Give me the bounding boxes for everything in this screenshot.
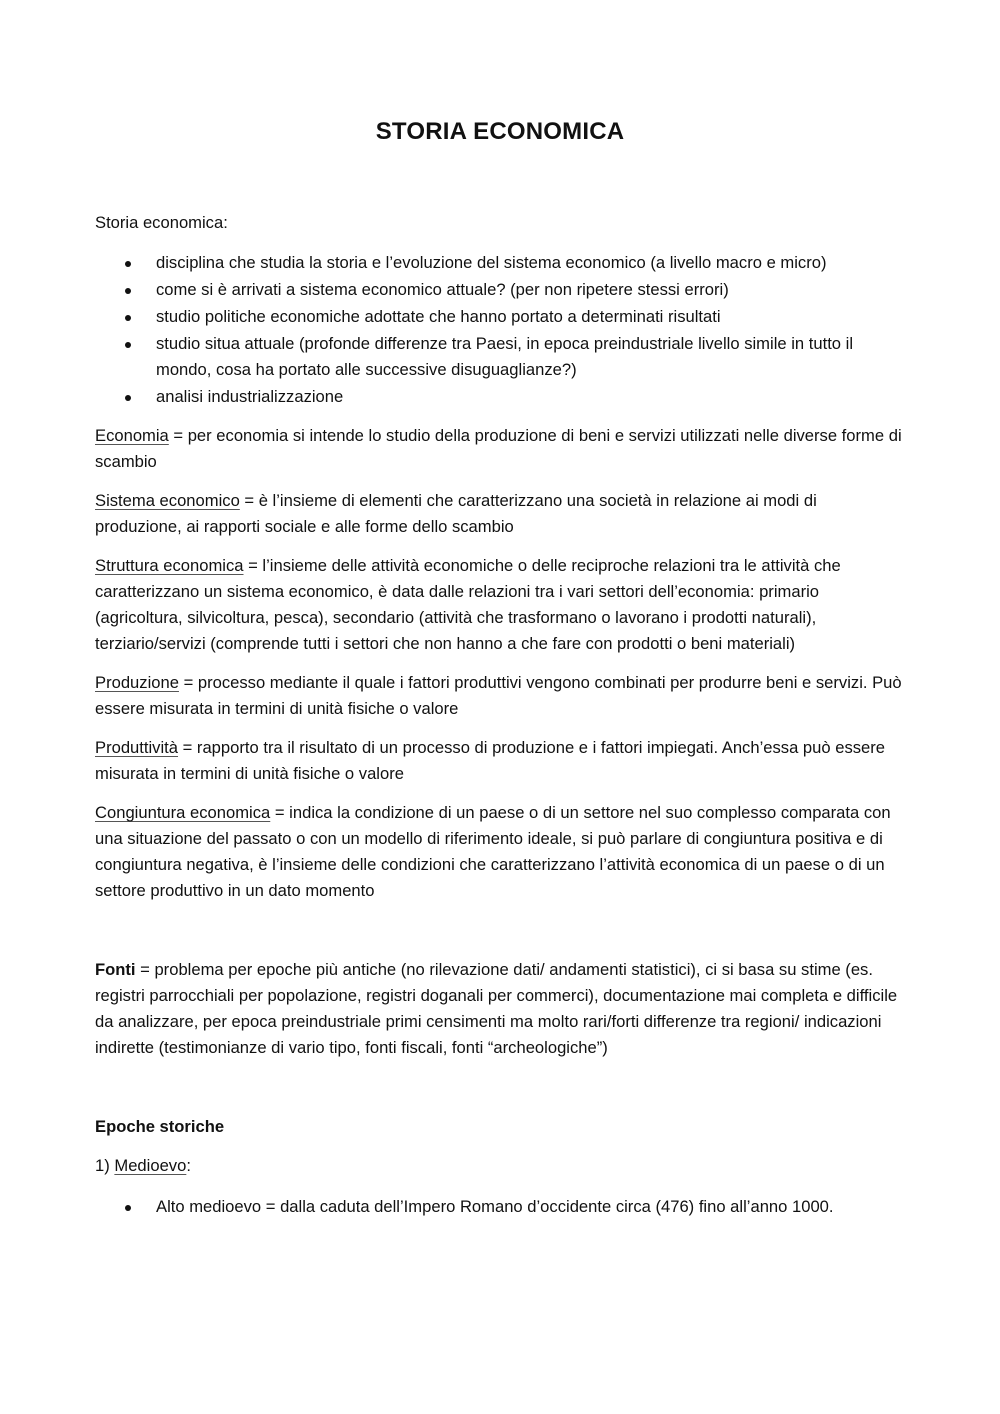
item-term: Medioevo xyxy=(114,1156,187,1175)
definition-text: = è l’insieme di elementi che caratterizzano una società in relazione ai modi di produzione, ai rapporti sociale e alle forme dello scambio xyxy=(95,491,817,536)
list-item xyxy=(95,250,907,276)
list-item-text: come si è arrivati a sistema economico attuale? (per non ripetere stessi errori) xyxy=(156,280,729,299)
definition-term: Struttura economica xyxy=(95,556,244,575)
list-item-text: Alto medioevo = dalla caduta dell’Impero Romano d’occidente circa (476) fino all’anno 1000. xyxy=(156,1197,834,1216)
definition-term: Economia xyxy=(95,426,169,445)
definition-text: = per economia si intende lo studio della produzione di beni e servizi utilizzati nelle diverse forme di scambio xyxy=(95,426,902,471)
definition-term: Congiuntura economica xyxy=(95,803,271,822)
definition-term: Produttività xyxy=(95,738,179,757)
list-item-text: studio politiche economiche adottate che hanno portato a determinati risultati xyxy=(156,307,721,326)
list-item xyxy=(95,1194,907,1220)
bullet-icon xyxy=(125,261,131,267)
definition-text: = rapporto tra il risultato di un processo di produzione e i fattori impiegati. Anch’essa può essere misurata in termini di unità fisiche o valore xyxy=(95,738,886,783)
blank-space xyxy=(95,917,907,957)
item-suffix: : xyxy=(186,1156,191,1175)
document-body xyxy=(95,210,907,1233)
definition-text: = processo mediante il quale i fattori produttivi vengono combinati per produrre beni e servizi. Può essere misurata in termini di unità fisiche o valore xyxy=(95,673,902,718)
list-item xyxy=(95,277,907,303)
list-item xyxy=(95,304,907,330)
blank-space xyxy=(95,1074,907,1114)
list-item-text: disciplina che studia la storia e l’evoluzione del sistema economico (a livello macro e micro) xyxy=(156,253,827,272)
definition-produttivita xyxy=(95,735,907,787)
definition-congiuntura-economica xyxy=(95,800,907,904)
definition-term: Produzione xyxy=(95,673,179,692)
definition-sistema-economico xyxy=(95,488,907,540)
definition-text: = l’insieme delle attività economiche o delle reciproche relazioni tra le attività che caratterizzano un sistema economico, è data dalle relazioni tra i vari settori dell’economia: primario (agricoltura, silvicoltura, pesca), secondario (attività che trasformano o lavorano i prodotti naturali), terziario/servizi (comprende tutti i settori che non hanno a che fare con prodotti o beni materiali) xyxy=(95,556,841,653)
definition-fonti xyxy=(95,957,907,1061)
bullet-icon xyxy=(125,1205,131,1211)
bullet-icon xyxy=(125,315,131,321)
definition-struttura-economica xyxy=(95,553,907,657)
intro-bullet-list xyxy=(95,250,907,410)
numbered-item-medioevo xyxy=(95,1153,907,1179)
definition-text: = indica la condizione di un paese o di un settore nel suo complesso comparata con una situazione del passato o con un modello di riferimento ideale, si può parlare di congiuntura positiva e di congiuntura negativa, è l’insieme delle condizioni che caratterizzano l’attività economica di un paese o di un settore produttivo in un dato momento xyxy=(95,803,891,900)
item-number: 1) xyxy=(95,1156,115,1175)
list-item-text: studio situa attuale (profonde differenze tra Paesi, in epoca preindustriale livello simile in tutto il mondo, cosa ha portato alle successive disuguaglianze?) xyxy=(156,334,854,379)
definition-economia xyxy=(95,423,907,475)
medioevo-bullet-list xyxy=(95,1194,907,1220)
bullet-icon xyxy=(125,395,131,401)
section-heading: Epoche storiche xyxy=(95,1117,225,1136)
definition-produzione xyxy=(95,670,907,722)
definition-text: = problema per epoche più antiche (no rilevazione dati/ andamenti statistici), ci si basa su stime (es. registri parrocchiali per popolazione, registri doganali per commerci), documentazione mai completa e difficile da analizzare, per epoca preindustriale primi censimenti ma molto rari/forti differenze tra regioni/ indicazioni indirette (testimonianze di vario tipo, fonti fiscali, fonti “archeologiche”) xyxy=(95,960,898,1057)
list-item xyxy=(95,384,907,410)
list-item-text: analisi industrializzazione xyxy=(156,387,344,406)
intro-heading: Storia economica: xyxy=(95,213,228,232)
definition-term: Sistema economico xyxy=(95,491,240,510)
bullet-icon xyxy=(125,288,131,294)
bullet-icon xyxy=(125,342,131,348)
definition-term: Fonti xyxy=(95,960,136,979)
page-title: STORIA ECONOMICA xyxy=(375,118,625,145)
list-item xyxy=(95,331,907,383)
